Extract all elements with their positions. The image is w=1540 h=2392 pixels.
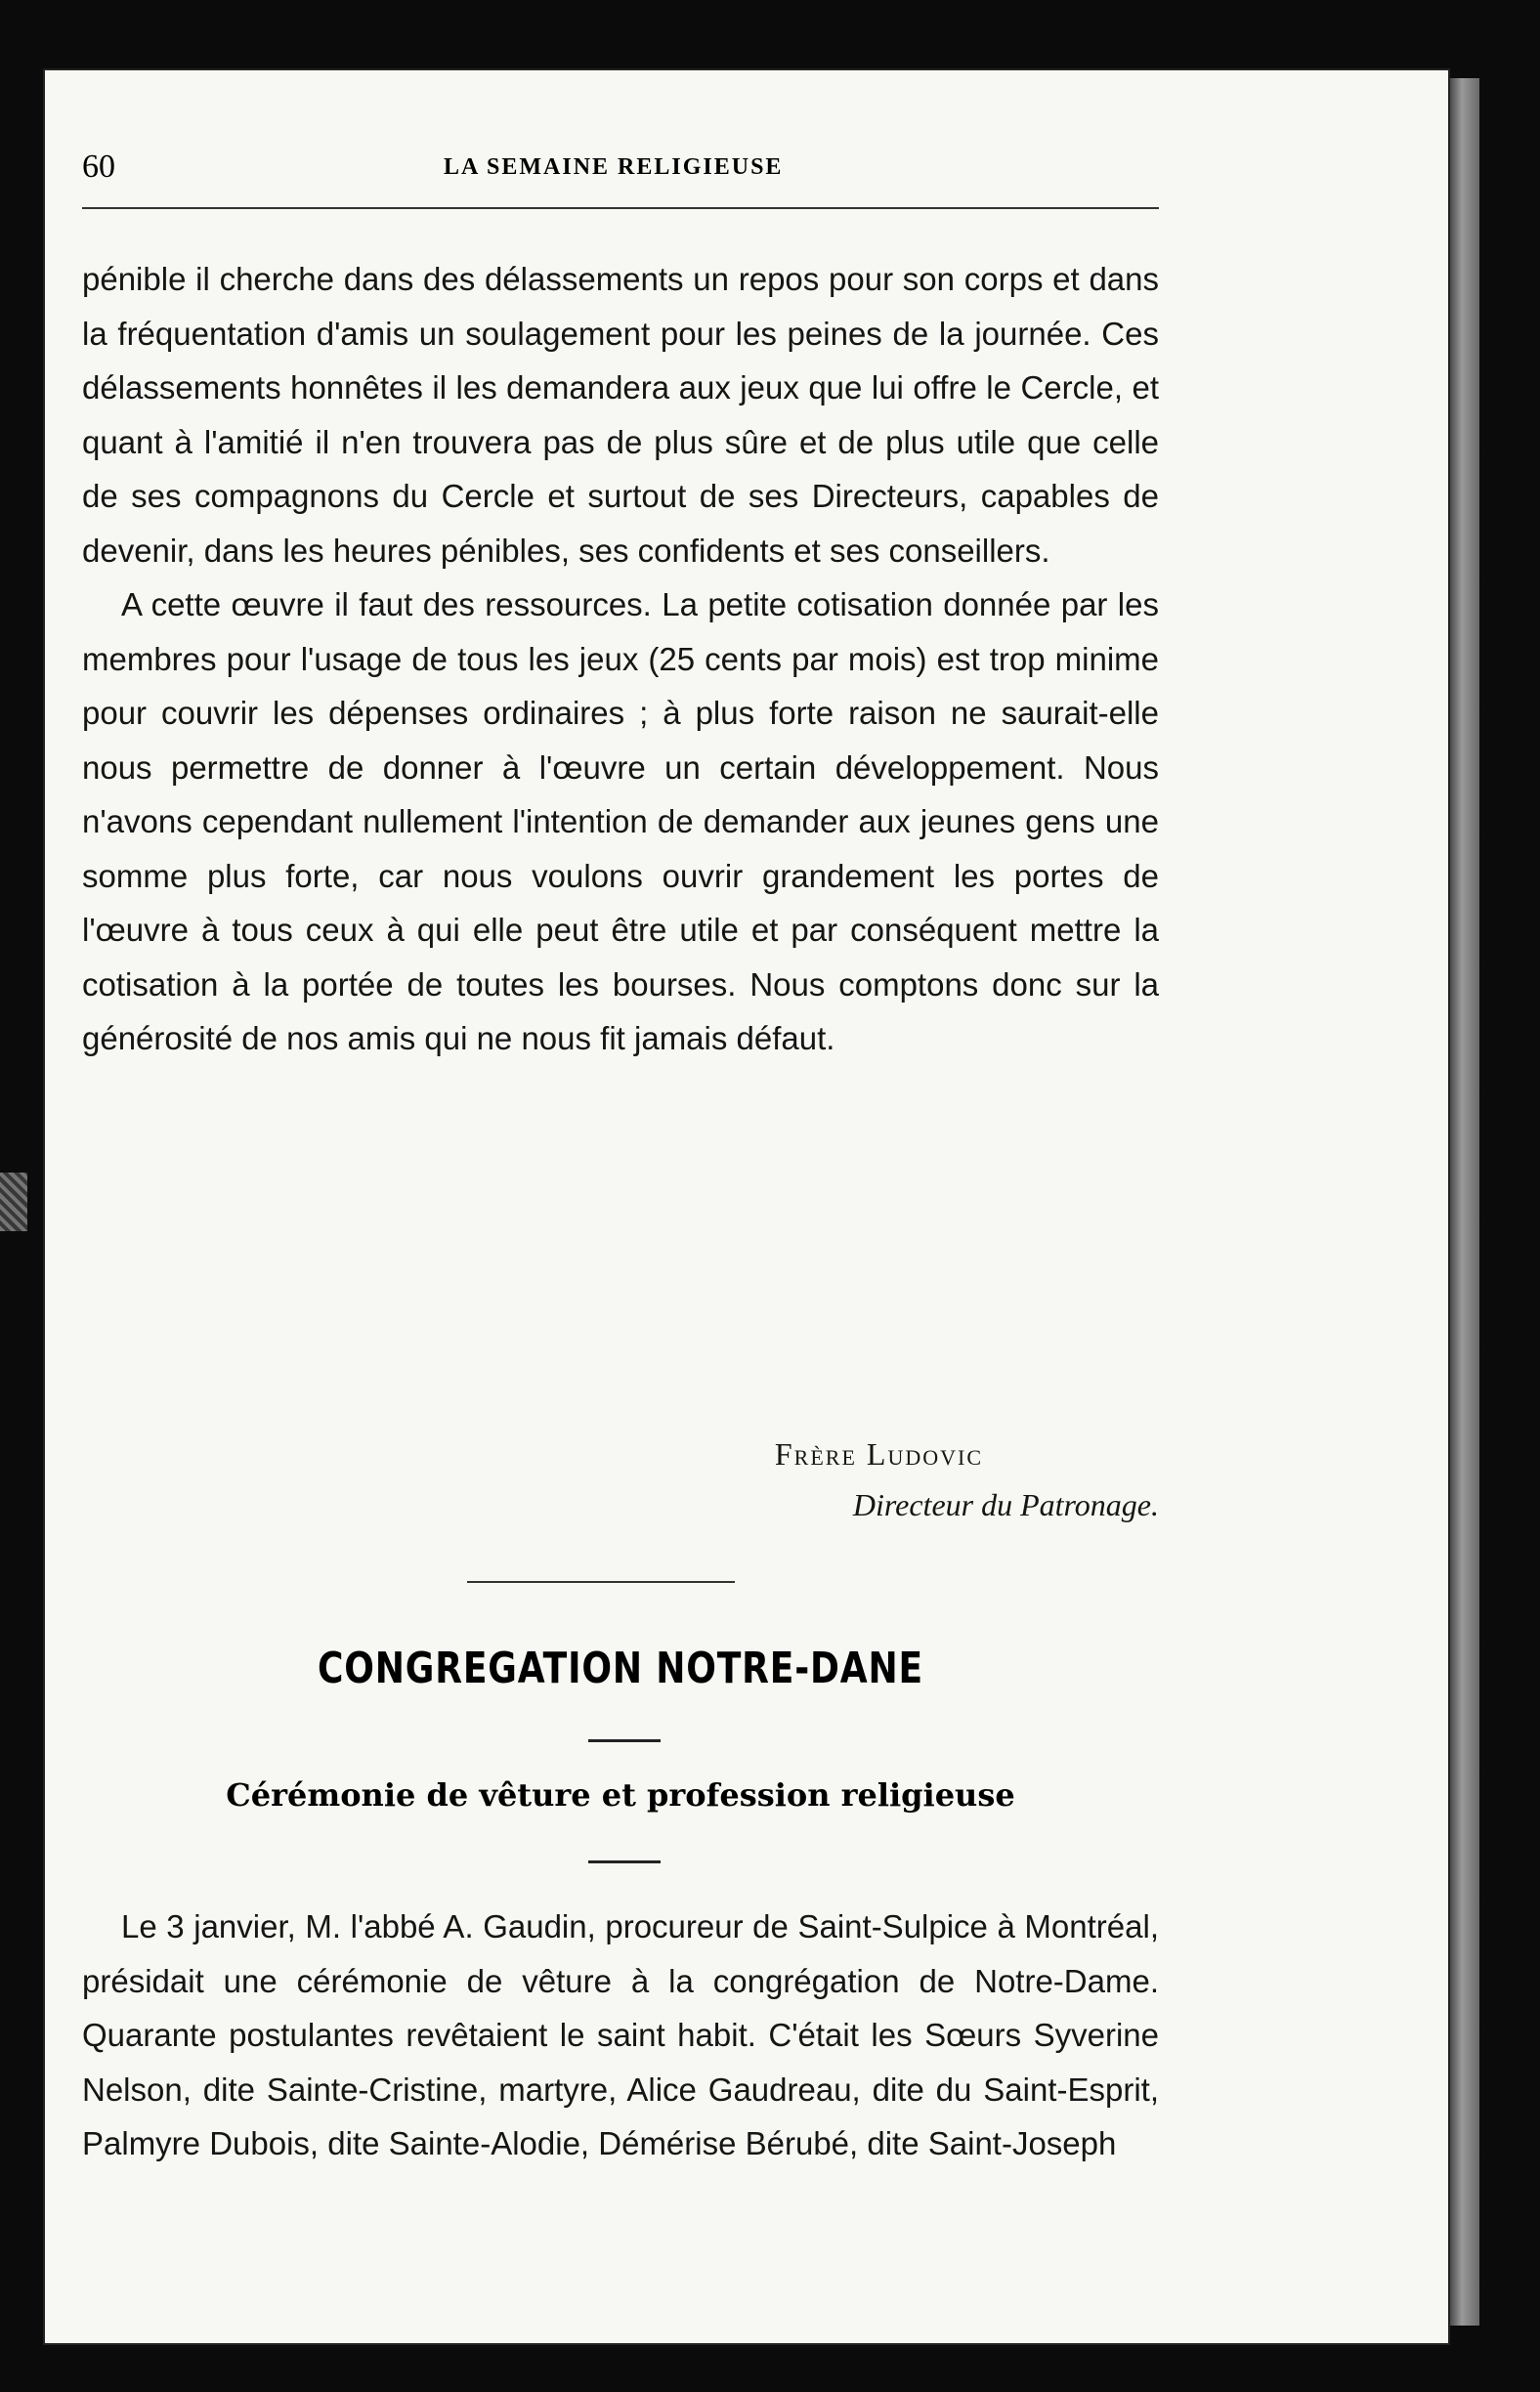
section-subtitle: Cérémonie de vêture et profession religieuse bbox=[226, 1776, 1015, 1814]
article2-body bbox=[82, 1900, 1159, 2171]
section-title: CONGREGATION NOTRE-DANE bbox=[317, 1644, 924, 1693]
signature-name-text: Frère Ludovic bbox=[774, 1436, 983, 1472]
page-number: 60 bbox=[82, 149, 115, 185]
section-divider bbox=[467, 1581, 735, 1583]
signature-name bbox=[82, 1436, 1159, 1473]
paragraph: pénible il cherche dans des délassements un repos pour son corps et dans la fréquentation d'amis un soulagement pour les peines de la journée. Ces délassements honnêtes il les demandera aux jeux que lui offre le Cercle, et quant à l'amitié il n'en trouvera pas de plus sûre et de plus utile que celle de ses compagnons du Cercle et surtout de ses Directeurs, capables de devenir, dans les heures pénibles, ses confidents et ses conseillers. bbox=[82, 261, 1159, 569]
signature-title: Directeur du Patronage. bbox=[852, 1487, 1159, 1522]
article-body bbox=[82, 252, 1159, 1066]
header-rule bbox=[82, 207, 1159, 209]
journal-title: LA SEMAINE RELIGIEUSE bbox=[444, 154, 784, 180]
page-edge bbox=[1450, 78, 1479, 2326]
paragraph: A cette œuvre il faut des ressources. La petite cotisation donnée par les membres pour l'usage de tous les jeux (25 cents par mois) est trop minime pour couvrir les dépenses ordinaires ; à plus forte raison ne saurait-elle nous permettre de donner à l'œuvre un certain développement. Nous n'avons cependant nullement l'intention de demander aux jeunes gens une somme plus forte, car nous voulons ouvrir grandement les portes de l'œuvre à tous ceux à qui elle peut être utile et par conséquent mettre la cotisation à la portée de toutes les bourses. Nous comptons donc sur la générosité de nos amis qui ne nous fit jamais défaut. bbox=[82, 586, 1159, 1056]
subtitle-rule bbox=[588, 1860, 661, 1863]
scan-margin-mark bbox=[0, 1173, 27, 1231]
paragraph: Le 3 janvier, M. l'abbé A. Gaudin, procureur de Saint-Sulpice à Montréal, présidait une cérémonie de vêture à la congrégation de Notre-Dame. Quarante postulantes revêtaient le saint habit. C'était les Sœurs Syverine Nelson, dite Sainte-Cristine, martyre, Alice Gaudreau, dite du Saint-Esprit, Palmyre Dubois, dite Sainte-Alodie, Démérise Bérubé, dite Saint-Joseph bbox=[82, 1908, 1159, 2161]
running-head bbox=[43, 68, 1450, 185]
document-page bbox=[43, 68, 1450, 2345]
title-rule bbox=[588, 1739, 661, 1742]
